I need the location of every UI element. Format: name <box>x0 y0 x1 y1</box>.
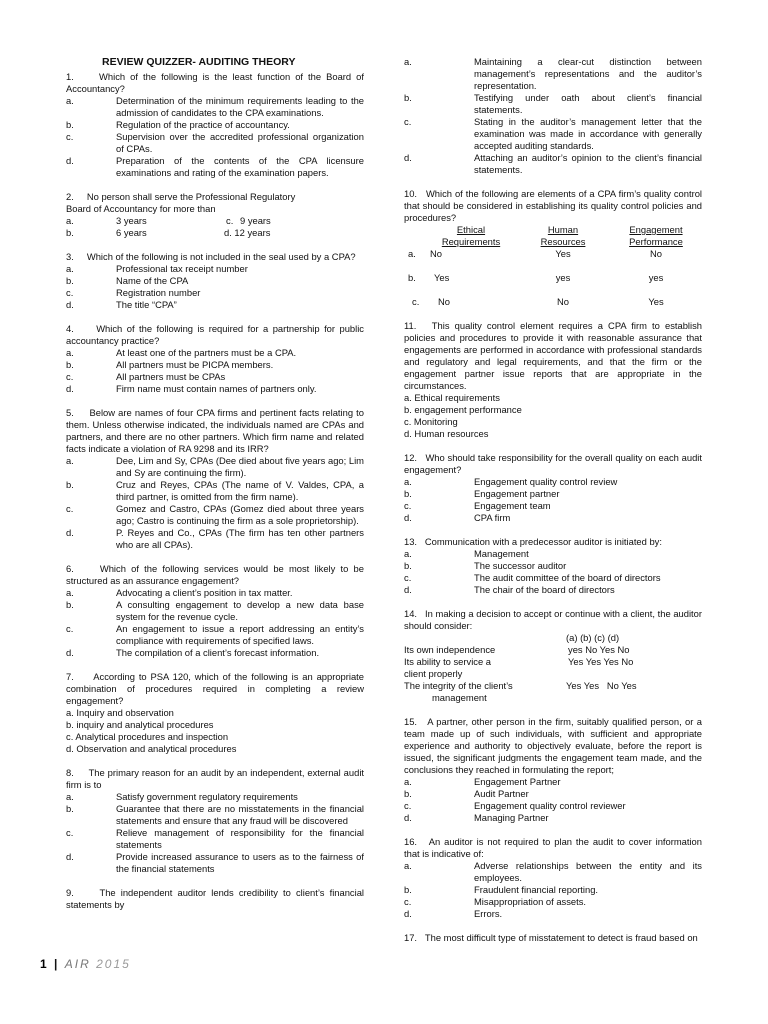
option: a. Ethical requirements <box>404 392 500 403</box>
option: c. Stating in the auditor’s management letter that the examination was made in accordance with generally accepted auditing standards. <box>404 116 702 151</box>
question-text-cont: Board of Accountancy for more than <box>66 203 216 214</box>
header-requirements: Requirements <box>441 236 501 247</box>
option: d. CPA firm <box>404 512 511 523</box>
column-labels: (a) (b) (c) (d) <box>566 632 620 643</box>
option: b. Regulation of the practice of accountancy. <box>66 119 290 130</box>
footer-year: 2015 <box>96 957 131 971</box>
option: a. Engagement Partner <box>404 776 561 787</box>
question-6 <box>66 563 364 659</box>
option: c. Supervision over the accredited professional organization of CPAs. <box>66 131 364 154</box>
option: c. The audit committee of the board of directors <box>404 572 661 583</box>
option: a. Inquiry and observation <box>66 707 174 718</box>
option: c. Engagement team <box>404 500 551 511</box>
question-3 <box>66 251 364 311</box>
option: c. Misappropriation of assets. <box>404 896 587 907</box>
question-4 <box>66 323 364 395</box>
question-text: 13. Communication with a predecessor auditor is initiated by: <box>404 536 662 547</box>
option: b. The successor auditor <box>404 560 567 571</box>
consider-row: The integrity of the client’s Yes Yes No Yes <box>404 680 637 691</box>
option: d. The compilation of a client’s forecast information. <box>66 647 320 658</box>
option: b. A consulting engagement to develop a new data base system for the revenue cycle. <box>66 599 364 622</box>
option: c. Registration number <box>66 287 201 298</box>
question-9-options <box>404 56 702 176</box>
question-text: 9. The independent auditor lends credibility to client’s financial statements by <box>66 887 364 910</box>
option: b. Testifying under oath about client’s financial statements. <box>404 92 702 115</box>
option: d. The title “CPA” <box>66 299 177 310</box>
option: a. Advocating a client’s position in tax matter. <box>66 587 293 598</box>
option: a. Professional tax receipt number <box>66 263 248 274</box>
option: d. The chair of the board of directors <box>404 584 615 595</box>
option: d. Firm name must contain names of partners only. <box>66 383 317 394</box>
header-resources: Resources <box>540 236 586 247</box>
option: c. Relieve management of responsibility for the financial statements <box>66 827 364 850</box>
header-ethical: Ethical <box>456 224 486 235</box>
question-15 <box>404 716 702 824</box>
question-text: 5. Below are names of four CPA firms and pertinent facts relating to them. Unless otherwise indicated, the individuals named are CPAs and partners, and there are no other partners. Which firm name and related facts indicate a violation of RA 9298 and its IRR? <box>66 407 364 454</box>
option: b. engagement performance <box>404 404 522 415</box>
footer-separator: | <box>54 957 60 971</box>
option: a. Maintaining a clear-cut distinction between management’s representations and the auditor’s representation. <box>404 56 702 91</box>
question-9 <box>66 887 364 911</box>
option-row: b. 6 years d. 12 years <box>66 227 271 238</box>
option: a. Adverse relationships between the entity and its employees. <box>404 860 702 883</box>
question-text: 6. Which of the following services would be most likely to be structured as an assurance engagement? <box>66 563 364 586</box>
page-number: 1 <box>40 957 49 971</box>
header-engagement: Engagement <box>629 224 683 235</box>
option: d. Observation and analytical procedures <box>66 743 237 754</box>
consider-row: Its ability to service a Yes Yes Yes No <box>404 656 634 667</box>
option: c. All partners must be CPAs <box>66 371 226 382</box>
table-row: c. No No Yes <box>412 296 664 307</box>
left-column <box>66 56 364 911</box>
option: d. Preparation of the contents of the CPA licensure examinations and rating of the examination papers. <box>66 155 364 178</box>
option: b. All partners must be PICPA members. <box>66 359 274 370</box>
header-human: Human <box>547 224 579 235</box>
question-14 <box>404 608 702 704</box>
option: d. P. Reyes and Co., CPAs (The firm has ten other partners who are all CPAs). <box>66 527 364 550</box>
header-performance: Performance <box>629 236 683 247</box>
doc-title: REVIEW QUIZZER- AUDITING THEORY <box>102 56 296 68</box>
question-text: 2. No person shall serve the Professional Regulatory <box>66 191 296 202</box>
question-text: 17. The most difficult type of misstatement to detect is fraud based on <box>404 932 698 943</box>
option: a. At least one of the partners must be a CPA. <box>66 347 297 358</box>
question-text: 3. Which of the following is not included in the seal used by a CPA? <box>66 251 356 262</box>
consider-row-cont: management <box>432 692 487 703</box>
option: b. inquiry and analytical procedures <box>66 719 214 730</box>
consider-row: Its own independence yes No Yes No <box>404 644 630 655</box>
question-5 <box>66 407 364 551</box>
consider-row-cont: client properly <box>404 668 463 679</box>
question-13 <box>404 536 702 596</box>
question-11 <box>404 320 702 440</box>
option: d. Attaching an auditor’s opinion to the client’s financial statements. <box>404 152 702 175</box>
option: a. Determination of the minimum requirements leading to the admission of candidates to the CPA examinations. <box>66 95 364 118</box>
question-16 <box>404 836 702 920</box>
question-text: 11. This quality control element requires a CPA firm to establish policies and procedures to provide it with reasonable assurance that engagements are performed in accordance with professional standards and regulatory and legal requirements, and that the firm or the engagement partner issue reports that are appropriate in the circumstances. <box>404 320 702 391</box>
option: c. An engagement to issue a report addressing an entity’s compliance with requirements of specified laws. <box>66 623 364 646</box>
question-text: 8. The primary reason for an audit by an independent, external audit firm is to <box>66 767 365 790</box>
question-17 <box>404 932 702 944</box>
footer-brand: AIR <box>64 957 91 971</box>
option-row: a. 3 years c. 9 years <box>66 215 271 226</box>
question-text: 4. Which of the following is required for a partnership for public accountancy practice? <box>66 323 364 346</box>
question-12 <box>404 452 702 524</box>
question-8 <box>66 767 364 875</box>
table-row: a. No Yes No <box>408 248 662 259</box>
question-1 <box>66 71 364 179</box>
option: c. Analytical procedures and inspection <box>66 731 229 742</box>
option: c. Engagement quality control reviewer <box>404 800 626 811</box>
option: d. Managing Partner <box>404 812 549 823</box>
option: b. Audit Partner <box>404 788 529 799</box>
question-text: 16. An auditor is not required to plan the audit to cover information that is indicative of: <box>404 836 702 859</box>
option: a. Dee, Lim and Sy, CPAs (Dee died about five years ago; Lim and Sy are continuing the firm). <box>66 455 364 478</box>
question-10 <box>404 188 702 308</box>
option: b. Guarantee that there are no misstatements in the financial statements and ensure that any fraud will be discovered <box>66 803 364 826</box>
option: a. Management <box>404 548 529 559</box>
option: a. Engagement quality control review <box>404 476 618 487</box>
option: d. Errors. <box>404 908 503 919</box>
question-text: 15. A partner, other person in the firm, suitably qualified person, or a team made up of such individuals, with sufficient and appropriate experience and authority to objectively evaluate, before the report is issued, the significant judgments the engagement team made, and the conclusions they reached in formulating the report; <box>404 716 702 775</box>
right-column <box>404 56 702 944</box>
option: a. Satisfy government regulatory requirements <box>66 791 298 802</box>
table-row: b. Yes yes yes <box>408 272 664 283</box>
question-7 <box>66 671 364 755</box>
question-text: 14. In making a decision to accept or continue with a client, the auditor should consider: <box>404 608 702 631</box>
question-text: 1. Which of the following is the least function of the Board of Accountancy? <box>66 71 365 94</box>
option: b. Cruz and Reyes, CPAs (The name of V. Valdes, CPA, a third partner, is omitted from the firm name). <box>66 479 364 502</box>
option: c. Monitoring <box>404 416 458 427</box>
question-text: 10. Which of the following are elements of a CPA firm’s quality control that should be considered in establishing its quality control policies and procedures? <box>404 188 702 223</box>
question-text: 12. Who should take responsibility for the overall quality on each audit engagement? <box>404 452 702 475</box>
option: b. Name of the CPA <box>66 275 189 286</box>
option: d. Human resources <box>404 428 489 439</box>
option: c. Gomez and Castro, CPAs (Gomez died about three years ago; Castro is continuing the firm as a sole proprietorship). <box>66 503 364 526</box>
page-footer <box>40 957 131 971</box>
question-text: 7. According to PSA 120, which of the following is an appropriate combination of procedures required in completing a review engagement? <box>66 671 364 706</box>
question-2 <box>66 191 364 239</box>
answer-table <box>404 224 702 308</box>
option: b. Engagement partner <box>404 488 560 499</box>
option: b. Fraudulent financial reporting. <box>404 884 599 895</box>
option: d. Provide increased assurance to users as to the fairness of the financial statements <box>66 851 364 874</box>
